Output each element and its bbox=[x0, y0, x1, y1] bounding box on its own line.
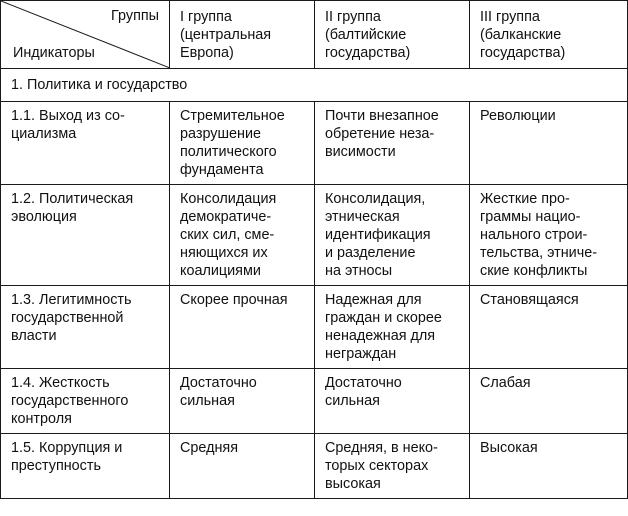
group-3-cell: Революции bbox=[470, 102, 628, 185]
group-3-header: III группа (балканские государства) bbox=[470, 1, 628, 69]
group-1-cell: Средняя bbox=[170, 434, 315, 499]
group-1-header: I группа (центральная Европа) bbox=[170, 1, 315, 69]
group-3-cell: Жесткие про- граммы нацио- нального строи- тельства, этниче- ские конфликты bbox=[470, 185, 628, 286]
table-row bbox=[1, 185, 628, 286]
diagonal-header-cell bbox=[1, 1, 170, 69]
group-2-cell: Надежная для граждан и скорее ненадежная для неграждан bbox=[315, 286, 470, 369]
group-3-cell: Слабая bbox=[470, 369, 628, 434]
indicator-cell: 1.4. Жесткость государственного контроля bbox=[1, 369, 170, 434]
group-2-cell: Средняя, в неко- торых секторах высокая bbox=[315, 434, 470, 499]
group-2-header: II группа (балтийские государства) bbox=[315, 1, 470, 69]
table-row bbox=[1, 102, 628, 185]
indicator-cell: 1.5. Коррупция и преступность bbox=[1, 434, 170, 499]
group-1-cell: Стремительное разрушение политического фундамента bbox=[170, 102, 315, 185]
group-1-cell: Консолидация демократиче- ских сил, сме- няющихся их коалициями bbox=[170, 185, 315, 286]
table-row bbox=[1, 369, 628, 434]
section-row bbox=[1, 69, 628, 102]
indicator-cell: 1.2. Политическая эволюция bbox=[1, 185, 170, 286]
indicator-cell: 1.3. Легитимность государственной власти bbox=[1, 286, 170, 369]
group-1-cell: Скорее прочная bbox=[170, 286, 315, 369]
group-3-cell: Высокая bbox=[470, 434, 628, 499]
indicator-cell: 1.1. Выход из со- циализма bbox=[1, 102, 170, 185]
section-title: 1. Политика и государство bbox=[1, 69, 628, 102]
indicators-header-label: Индикаторы bbox=[13, 45, 95, 61]
group-2-cell: Достаточно сильная bbox=[315, 369, 470, 434]
table-row bbox=[1, 434, 628, 499]
table-row bbox=[1, 286, 628, 369]
header-row bbox=[1, 1, 628, 69]
groups-header-label: Группы bbox=[111, 8, 159, 24]
group-3-cell: Становящаяся bbox=[470, 286, 628, 369]
group-1-cell: Достаточно сильная bbox=[170, 369, 315, 434]
group-2-cell: Почти внезапное обретение неза- висимости bbox=[315, 102, 470, 185]
group-2-cell: Консолидация, этническая идентификация и разделение на этносы bbox=[315, 185, 470, 286]
